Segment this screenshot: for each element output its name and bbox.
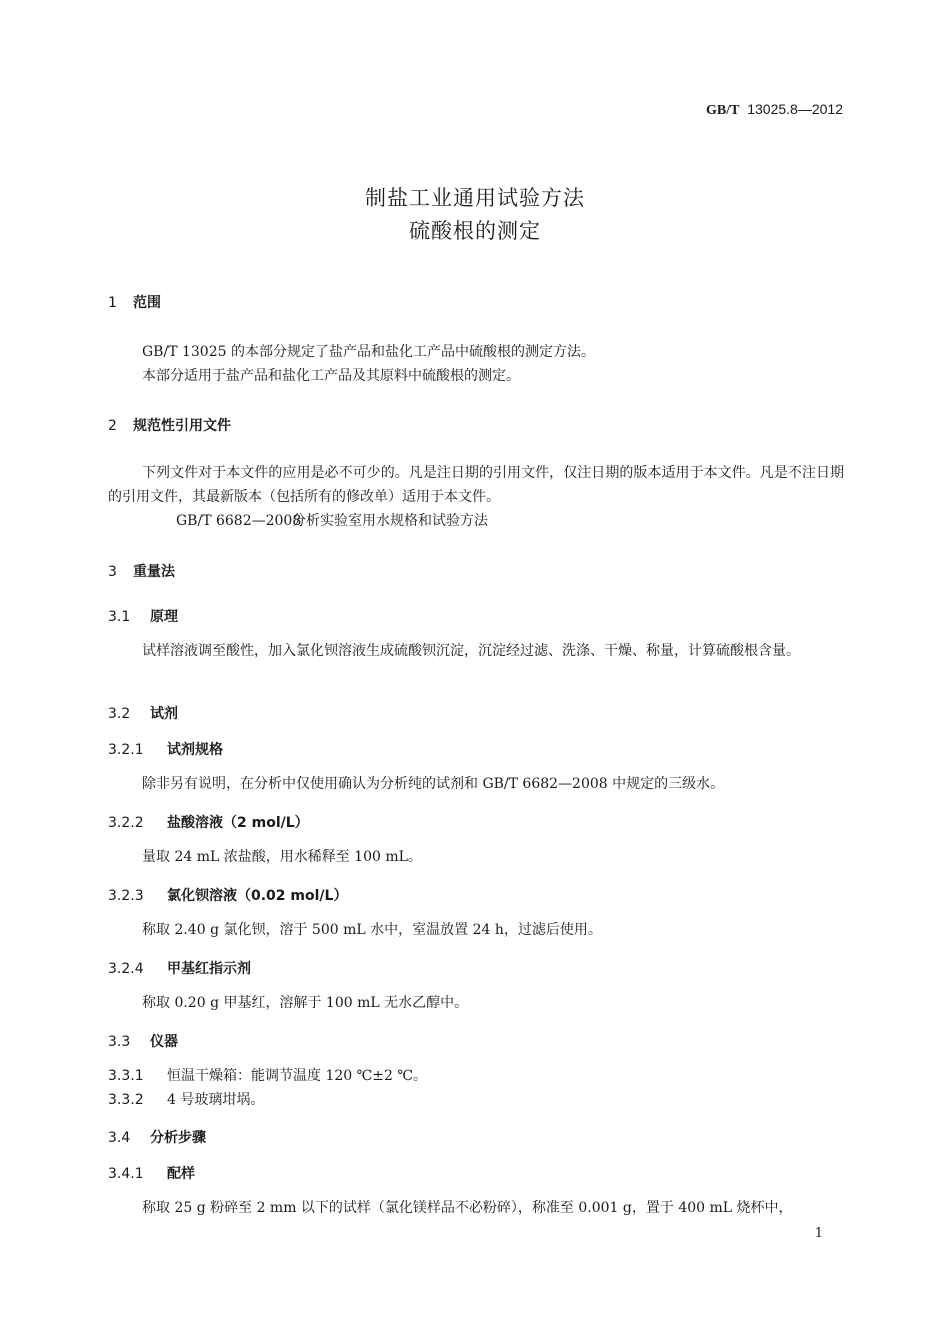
section-3-2-4-heading: 3.2.4 甲基红指示剂 (108, 961, 251, 977)
section-3-2-3-heading: 3.2.3 氯化钡溶液（0.02 mol/L） (108, 888, 348, 904)
standard-code-number: 13025.8—2012 (747, 101, 843, 117)
section-3-2-2-heading: 3.2.2 盐酸溶液（2 mol/L） (108, 815, 309, 831)
section-3-4-1-heading: 3.4.1 配样 (108, 1166, 195, 1182)
section-1-paragraph-1: GB/T 13025 的本部分规定了盐产品和盐化工产品中硫酸根的测定方法。 (142, 344, 595, 360)
section-3-heading: 3 重量法 (108, 564, 175, 580)
section-3-3-2-item: 3.3.2 4 号玻璃坩埚。 (108, 1092, 265, 1108)
normative-reference (108, 509, 844, 533)
section-3-4-heading: 3.4 分析步骤 (108, 1130, 206, 1146)
section-3-3-heading: 3.3 仪器 (108, 1034, 178, 1050)
section-3-3-1-item: 3.3.1 恒温干燥箱：能调节温度 120 ℃±2 ℃。 (108, 1068, 428, 1084)
reference-code: GB/T 6682—2008 (176, 513, 302, 529)
document-title-line1: 制盐工业通用试验方法 (365, 186, 585, 210)
section-1-paragraph-2: 本部分适用于盐产品和盐化工产品及其原料中硫酸根的测定。 (142, 368, 520, 384)
section-2-heading: 2 规范性引用文件 (108, 418, 231, 434)
section-3-4-1-paragraph: 称取 25 g 粉碎至 2 mm 以下的试样（氯化镁样品不必粉碎），称准至 0.001 g，置于 400 mL 烧杯中， (142, 1200, 793, 1216)
section-3-1-heading: 3.1 原理 (108, 609, 178, 625)
reference-title: 分析实验室用水规格和试验方法 (292, 513, 488, 529)
section-2-paragraph-1: 下列文件对于本文件的应用是必不可少的。凡是注日期的引用文件，仅注日期的版本适用于本文件。凡是不注日期的引用文件，其最新版本（包括所有的修改单）适用于本文件。 (108, 465, 844, 505)
section-3-2-4-paragraph: 称取 0.20 g 甲基红，溶解于 100 mL 无水乙醇中。 (142, 995, 469, 1011)
standard-code-prefix: GB/T (705, 103, 740, 118)
section-3-1-paragraph: 试样溶液调至酸性，加入氯化钡溶液生成硫酸钡沉淀，沉淀经过滤、洗涤、干燥、称量，计算硫酸根含量。 (142, 643, 800, 659)
section-1-heading: 1 范围 (108, 295, 161, 311)
page-number: 1 (814, 1226, 823, 1241)
section-3-2-2-paragraph: 量取 24 mL 浓盐酸，用水稀释至 100 mL。 (142, 849, 422, 865)
section-3-2-1-heading: 3.2.1 试剂规格 (108, 742, 223, 758)
section-3-2-3-paragraph: 称取 2.40 g 氯化钡，溶于 500 mL 水中，室温放置 24 h，过滤后使用。 (142, 922, 602, 938)
standard-code (706, 101, 843, 119)
section-3-2-1-paragraph: 除非另有说明，在分析中仅使用确认为分析纯的试剂和 GB/T 6682—2008 中规定的三级水。 (142, 776, 725, 792)
document-title-line2: 硫酸根的测定 (409, 219, 541, 243)
section-3-2-heading: 3.2 试剂 (108, 706, 178, 722)
